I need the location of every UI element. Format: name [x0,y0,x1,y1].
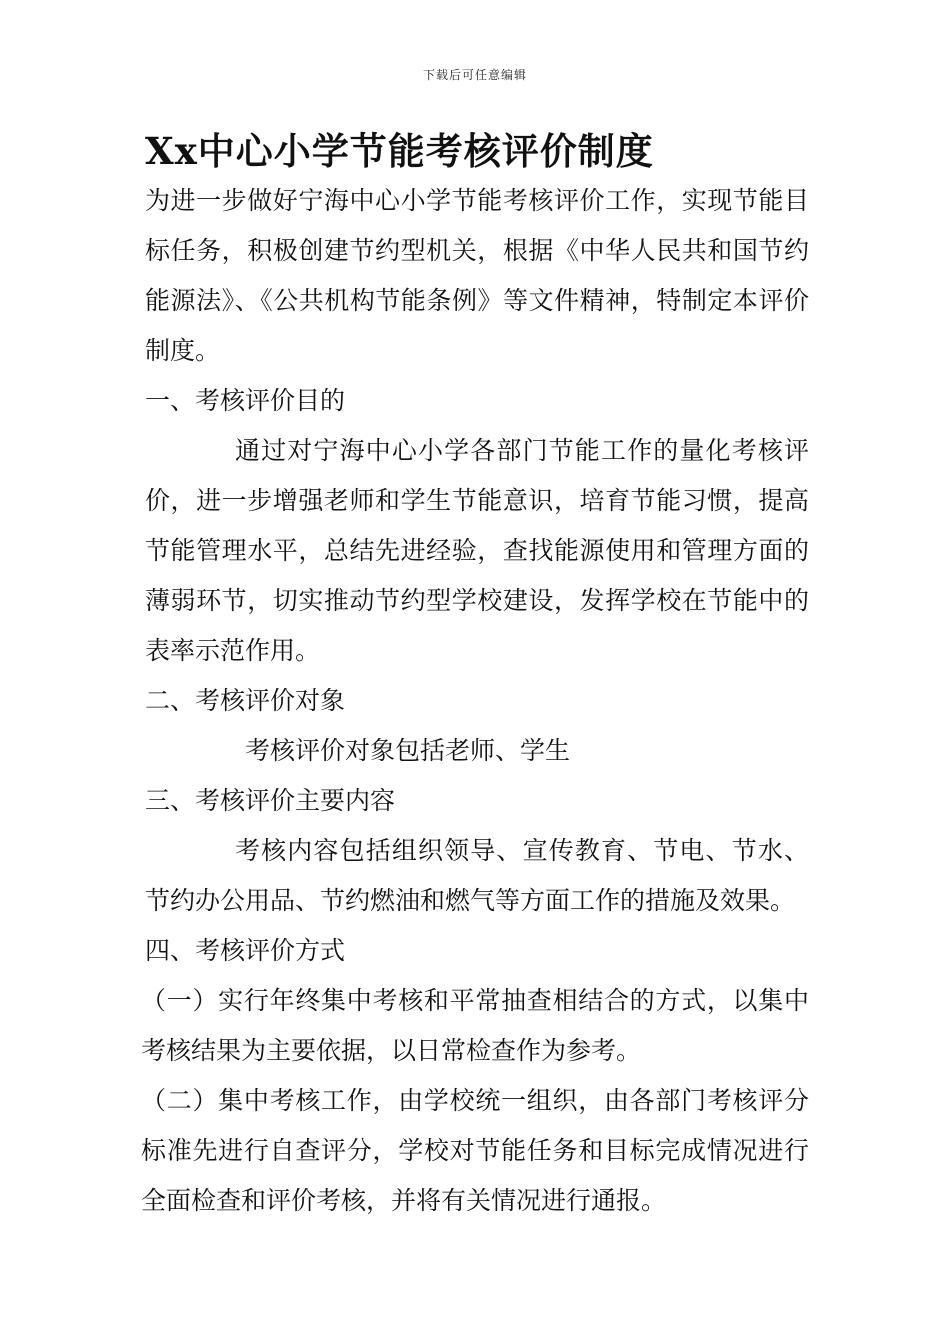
section-2-body: 考核评价对象包括老师、学生 [245,736,571,765]
section-4-item-2: （二）集中考核工作，由学校统一组织，由各部门考核评分标准先进行自查评分，学校对节能任务和目标完成情况进行全面检查和评价考核，并将有关情况进行通报。 [141,1086,809,1215]
section-3-body: 考核内容包括组织领导、宣传教育、节电、节水、节约办公用品、节约燃油和燃气等方面工作的措施及效果。 [145,836,809,915]
section-3-heading: 三、考核评价主要内容 [145,786,396,815]
section-4-item-1: （一）实行年终集中考核和平常抽查相结合的方式，以集中考核结果为主要依据，以日常检查作为参考。 [141,986,809,1065]
document-body [141,176,809,1226]
document-title: Xx中心小学节能考核评价制度 [145,129,654,173]
intro-paragraph: 为进一步做好宁海中心小学节能考核评价工作，实现节能目标任务，积极创建节约型机关，根据《中华人民共和国节约能源法》、《公共机构节能条例》等文件精神，特制定本评价制度。 [145,186,809,365]
section-1-body: 通过对宁海中心小学各部门节能工作的量化考核评价，进一步增强老师和学生节能意识，培育节能习惯，提高节能管理水平，总结先进经验，查找能源使用和管理方面的薄弱环节，切实推动节约型学校建设，发挥学校在节能中的表率示范作用。 [145,436,809,665]
header-note: 下载后可任意编辑 [422,68,527,82]
section-2-heading: 二、考核评价对象 [145,686,346,715]
section-1-heading: 一、考核评价目的 [145,386,346,415]
section-4-heading: 四、考核评价方式 [145,936,346,965]
